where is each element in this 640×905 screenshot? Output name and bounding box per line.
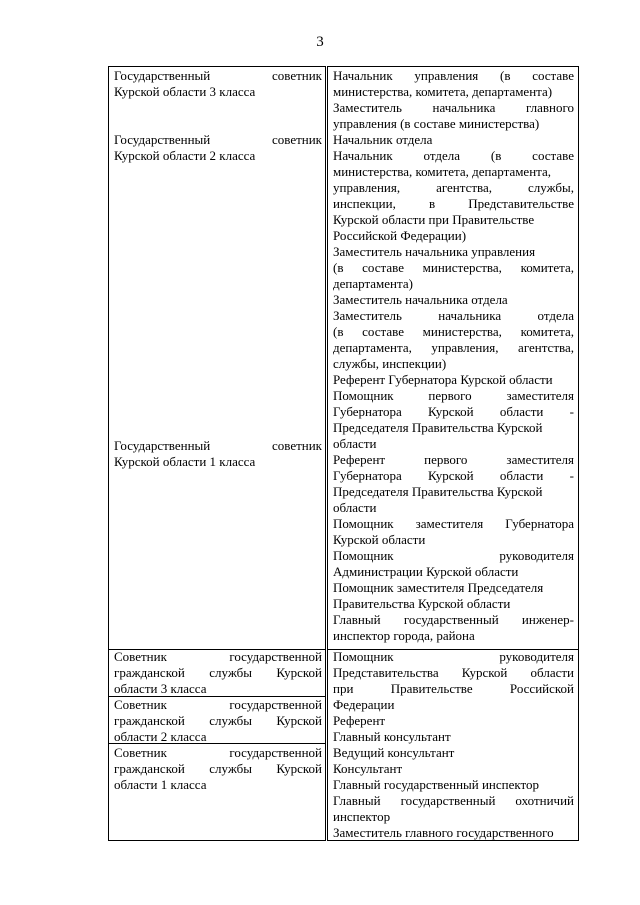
rank-line: Курской области 2 класса	[114, 148, 256, 163]
position-line: Курской области при Правительстве	[333, 212, 535, 227]
position-line: Консультант	[333, 761, 403, 776]
rank-line: Государственный советник	[114, 438, 322, 453]
position-line: Начальник отдела	[333, 132, 433, 147]
position-line: Начальник управления (в составе	[333, 68, 574, 83]
position-line: Заместитель главного государственного	[333, 825, 554, 840]
rank-line: гражданской службы Курской	[114, 761, 322, 776]
position-line: Референт	[333, 713, 386, 728]
position-line: инспекции, в Представительстве	[333, 196, 574, 211]
position-line: Референт Губернатора Курской области	[333, 372, 553, 387]
position-line: Помощник заместителя Председателя	[333, 580, 544, 595]
rank-line: Курской области 1 класса	[114, 454, 256, 469]
position-line: области	[333, 436, 377, 451]
position-line: Помощник первого заместителя	[333, 388, 574, 403]
position-line: Помощник заместителя Губернатора	[333, 516, 574, 531]
position-line: Ведущий консультант	[333, 745, 455, 760]
position-line: Губернатора Курской области -	[333, 404, 574, 419]
position-line: инспектор города, района	[333, 628, 475, 643]
position-line: департамента)	[333, 276, 413, 291]
position-line: (в составе министерства, комитета,	[333, 324, 574, 339]
position-line: Начальник отдела (в составе	[333, 148, 574, 163]
position-line: области	[333, 500, 377, 515]
position-line: управления, агентства, службы,	[333, 180, 574, 195]
position-line: Федерации	[333, 697, 395, 712]
position-line: (в составе министерства, комитета,	[333, 260, 574, 275]
rank-line: области 2 класса	[114, 729, 207, 744]
rank-line: гражданской службы Курской	[114, 713, 322, 728]
rank-line: Советник государственной	[114, 649, 322, 664]
position-line: Главный государственный инспектор	[333, 777, 540, 792]
position-line: при Правительстве Российской	[333, 681, 574, 696]
position-line: Губернатора Курской области -	[333, 468, 574, 483]
position-line: Заместитель начальника отдела	[333, 308, 574, 323]
position-line: Заместитель начальника главного	[333, 100, 574, 115]
rank-line: Советник государственной	[114, 697, 322, 712]
position-line: Помощник руководителя	[333, 548, 574, 563]
position-line: управления (в составе министерства)	[333, 116, 540, 131]
position-line: министерства, комитета, департамента,	[333, 164, 552, 179]
position-line: Заместитель начальника управления	[333, 244, 536, 259]
position-line: Главный государственный охотничий	[333, 793, 574, 808]
position-line: Курской области	[333, 532, 426, 547]
page-number: 3	[316, 34, 324, 50]
rank-line: Государственный советник	[114, 132, 322, 147]
rank-line: Государственный советник	[114, 68, 322, 83]
rank-line: Советник государственной	[114, 745, 322, 760]
position-line: Председателя Правительства Курской	[333, 484, 543, 499]
position-line: Правительства Курской области	[333, 596, 511, 611]
position-line: инспектор	[333, 809, 391, 824]
position-line: Российской Федерации)	[333, 228, 467, 243]
rank-line: области 1 класса	[114, 777, 207, 792]
rank-line: гражданской службы Курской	[114, 665, 322, 680]
rank-line: Курской области 3 класса	[114, 84, 256, 99]
position-line: Председателя Правительства Курской	[333, 420, 543, 435]
position-line: министерства, комитета, департамента)	[333, 84, 553, 99]
position-line: Главный государственный инженер-	[333, 612, 574, 627]
position-line: службы, инспекции)	[333, 356, 447, 371]
rank-line: области 3 класса	[114, 681, 207, 696]
position-line: Представительства Курской области	[333, 665, 574, 680]
position-line: Референт первого заместителя	[333, 452, 574, 467]
position-line: департамента, управления, агентства,	[333, 340, 574, 355]
position-line: Администрации Курской области	[333, 564, 519, 579]
position-line: Помощник руководителя	[333, 649, 574, 664]
position-line: Заместитель начальника отдела	[333, 292, 508, 307]
position-line: Главный консультант	[333, 729, 451, 744]
